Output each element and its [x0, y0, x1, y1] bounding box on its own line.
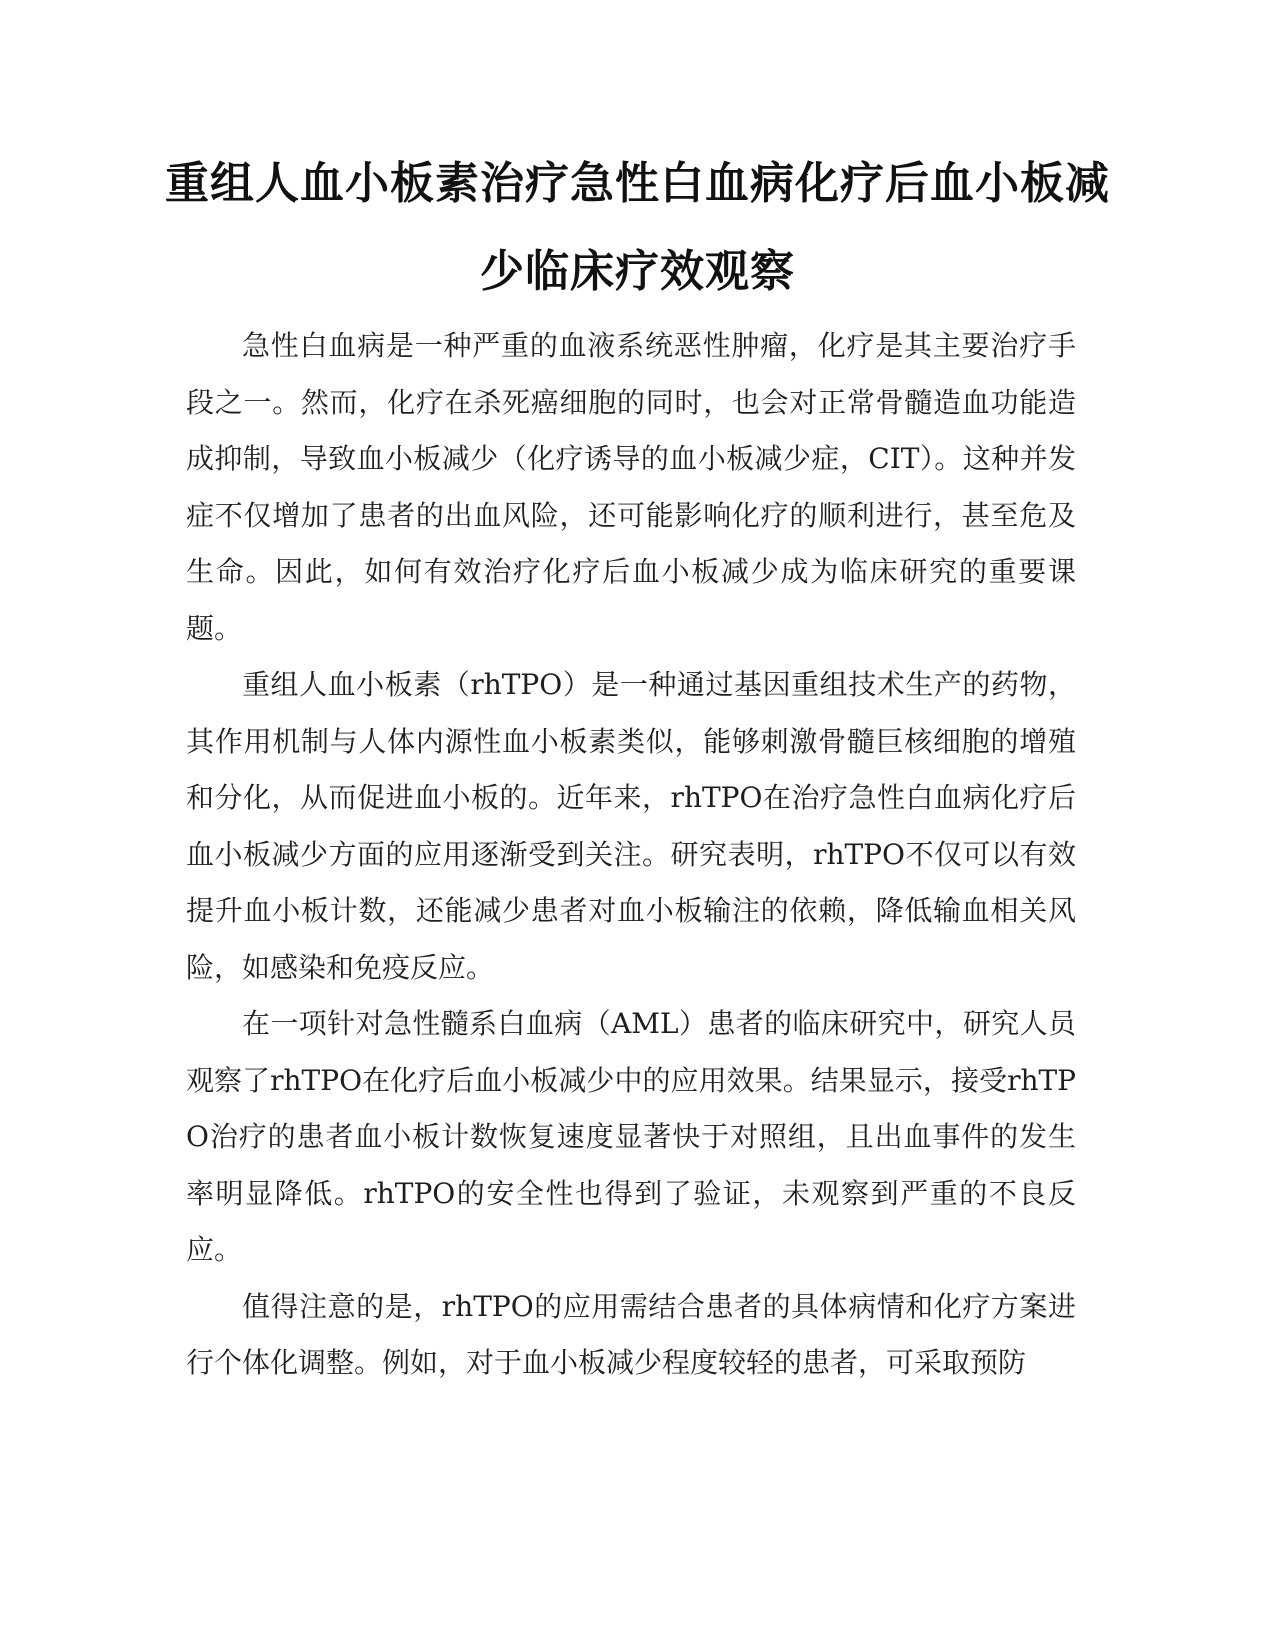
paragraph-4: 值得注意的是，rhTPO的应用需结合患者的具体病情和化疗方案进行个体化调整。例如，对于血小板减少程度较轻的患者，可采取预防: [186, 1289, 1076, 1379]
paragraph-1: 急性白血病是一种严重的血液系统恶性肿瘤，化疗是其主要治疗手段之一。然而，化疗在杀死癌细胞的同时，也会对正常骨髓造血功能造成抑制，导致血小板减少（化疗诱导的血小板减少症，CIT）。这种并发症不仅增加了患者的出血风险，还可能影响化疗的顺利进行，甚至危及生命。因此，如何有效治疗化疗后血小板减少成为临床研究的重要课题。: [186, 329, 1076, 645]
paragraph-2: 重组人血小板素（rhTPO）是一种通过基因重组技术生产的药物，其作用机制与人体内源性血小板素类似，能够刺激骨髓巨核细胞的增殖和分化，从而促进血小板的。近年来，rhTPO在治疗急性白血病化疗后血小板减少方面的应用逐渐受到关注。研究表明，rhTPO不仅可以有效提升血小板计数，还能减少患者对血小板输注的依赖，降低输血相关风险，如感染和免疫反应。: [186, 668, 1076, 984]
document-body: [186, 318, 1076, 1392]
paragraph-3: 在一项针对急性髓系白血病（AML）患者的临床研究中，研究人员观察了rhTPO在化疗后血小板减少中的应用效果。结果显示，接受rhTPO治疗的患者血小板计数恢复速度显著快于对照组，且出血事件的发生率明显降低。rhTPO的安全性也得到了验证，未观察到严重的不良反应。: [186, 1007, 1076, 1266]
document-title: 重组人血小板素治疗急性白血病化疗后血小板减少临床疗效观察: [165, 158, 1110, 297]
